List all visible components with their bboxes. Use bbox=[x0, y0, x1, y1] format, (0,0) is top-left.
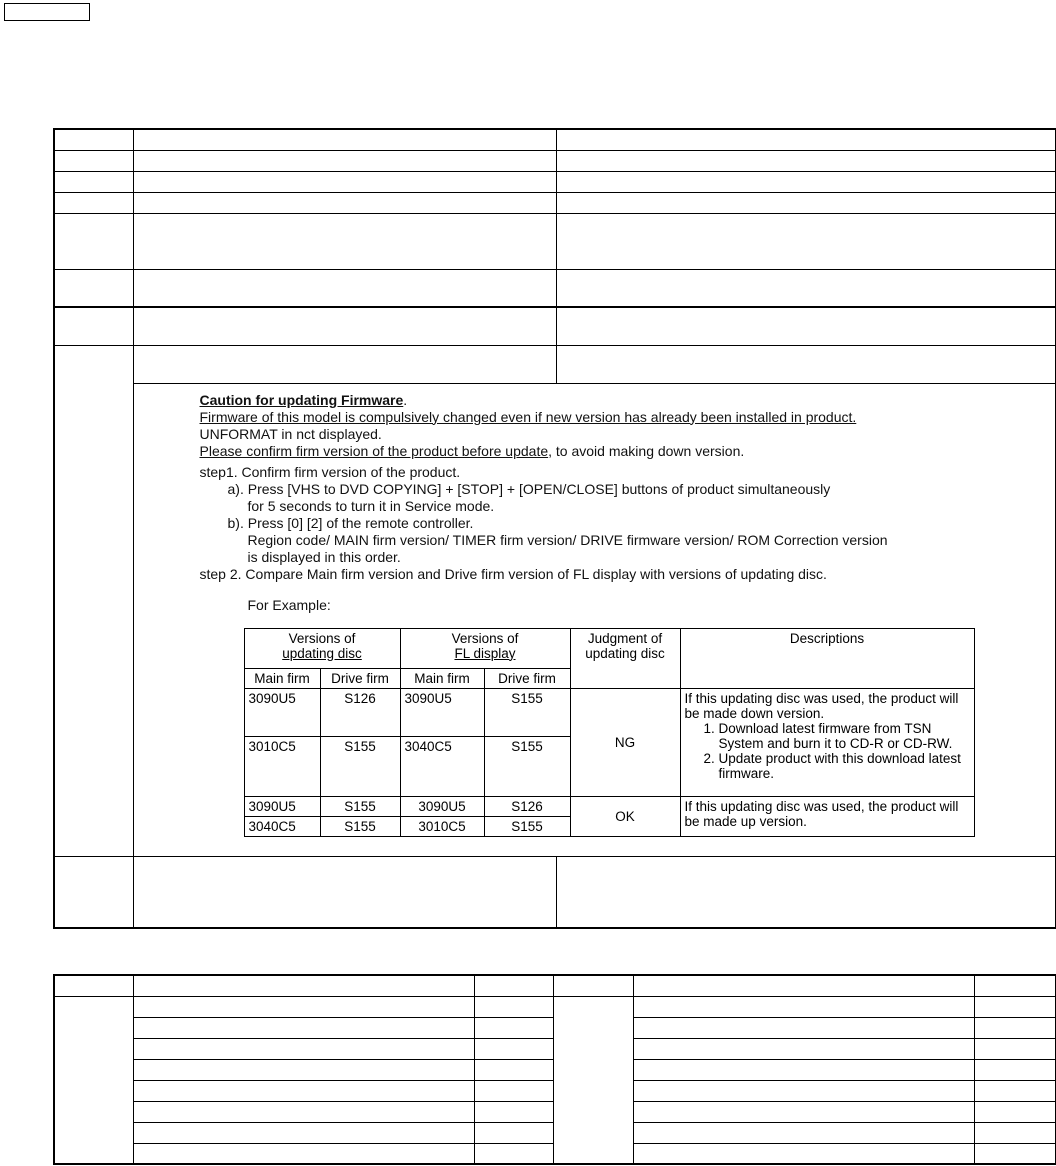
cell-main-firm: 3040C5 bbox=[244, 816, 320, 836]
subheader-main-firm: Main firm bbox=[400, 668, 484, 688]
subheader-drive-firm: Drive firm bbox=[484, 668, 570, 688]
lower-table-header-row bbox=[54, 975, 1056, 996]
cell-main-firm: 3090U5 bbox=[400, 688, 484, 736]
step1-a-text: a). Press [VHS to DVD COPYING] + [STOP] + [OPEN/CLOSE] buttons of product simultaneously bbox=[227, 480, 831, 497]
caution-line-1: Firmware of this model is compulsively changed even if new version has already been installed in product. bbox=[199, 408, 857, 425]
cell-main-firm: 3090U5 bbox=[244, 688, 320, 736]
caution-heading: Caution for updating Firmware bbox=[199, 391, 404, 408]
upper-table-row bbox=[54, 171, 1056, 192]
lower-table bbox=[53, 974, 1056, 1165]
cell-main-firm: 3040C5 bbox=[400, 736, 484, 796]
upper-table-row bbox=[54, 307, 1056, 345]
caution-row bbox=[54, 383, 1056, 856]
cell-drive-firm: S126 bbox=[320, 688, 400, 736]
caution-line-2: UNFORMAT in nct displayed. bbox=[199, 425, 382, 442]
example-label: For Example: bbox=[247, 596, 331, 613]
example-row bbox=[244, 796, 974, 816]
upper-table-header-row bbox=[54, 129, 1056, 150]
cell-main-firm: 3010C5 bbox=[400, 816, 484, 836]
cell-main-firm: 3010C5 bbox=[244, 736, 320, 796]
ng-step-1: 1. Download latest firmware from TSN System and burn it to CD-R or CD-RW. bbox=[719, 721, 970, 751]
example-table bbox=[244, 628, 975, 837]
caution-line-3-rest: , to avoid making down version. bbox=[548, 442, 745, 459]
step1-b-text: b). Press [0] [2] of the remote controller. bbox=[227, 514, 474, 531]
cell-drive-firm: S155 bbox=[320, 796, 400, 816]
cell-drive-firm: S155 bbox=[484, 736, 570, 796]
ng-description: If this updating disc was used, the product will be made down version. 1. Download latest firmware from TSN System and burn it to CD-R or CD-RW. 2. Update product with this download latest firmware. bbox=[680, 688, 974, 796]
step1-b3-text: is displayed in this order. bbox=[247, 548, 401, 565]
step1-a2-text: for 5 seconds to turn it in Service mode. bbox=[247, 497, 495, 514]
header-judgment: Judgment of updating disc bbox=[570, 628, 680, 688]
cell-drive-firm: S126 bbox=[484, 796, 570, 816]
cell-drive-firm: S155 bbox=[484, 816, 570, 836]
header-fl-display: Versions of FL display bbox=[400, 628, 570, 668]
caution-cell bbox=[133, 383, 1056, 856]
caution-line-3-underlined: Please confirm firm version of the product before update bbox=[199, 442, 549, 459]
ng-step-2: 2. Update product with this download latest firmware. bbox=[719, 751, 970, 781]
caution-block: Caution for updating Firmware. Firmware of this model is compulsively changed even if new version has already been installed in product. UNFORMAT in nct displayed. Please confirm firm version of the product before update, to avoid making down version. step1. Confirm firm version of the product. a). Press [VHS to DVD COPYING] + [STOP] + [OPEN/CLOSE] buttons of product simultaneously for 5 seconds to turn it in Service mode. b). Press [0] [2] of the remote controller. Region code/ MAIN firm version/ TIMER firm version/ DRIVE firmware version/ ROM Correction version is displayed in this order. step 2. Compare Main firm version and Drive firm version of FL display with versions of updating disc. For Example: bbox=[200, 392, 1000, 614]
step1-text: step1. Confirm firm version of the product. bbox=[199, 463, 461, 480]
step1-b2-text: Region code/ MAIN firm version/ TIMER firm version/ DRIVE firmware version/ ROM Correction version bbox=[247, 531, 888, 548]
step2-text: step 2. Compare Main firm version and Drive firm version of FL display with versions of updating disc. bbox=[199, 565, 827, 582]
upper-table bbox=[53, 128, 1056, 929]
upper-table-row bbox=[54, 269, 1056, 307]
upper-table-row bbox=[54, 150, 1056, 171]
header-updating-disc: Versions of updating disc bbox=[244, 628, 400, 668]
cell-main-firm: 3090U5 bbox=[244, 796, 320, 816]
subheader-main-firm: Main firm bbox=[244, 668, 320, 688]
upper-table-row bbox=[54, 345, 1056, 383]
upper-table-row bbox=[54, 856, 1056, 928]
cell-drive-firm: S155 bbox=[320, 816, 400, 836]
cell-main-firm: 3090U5 bbox=[400, 796, 484, 816]
header-descriptions: Descriptions bbox=[680, 628, 974, 688]
upper-table-row bbox=[54, 192, 1056, 213]
lower-table-row bbox=[54, 996, 1056, 1017]
judgment-ok: OK bbox=[570, 796, 680, 836]
upper-table-row bbox=[54, 213, 1056, 269]
corner-label-box bbox=[4, 3, 90, 21]
example-row bbox=[244, 688, 974, 736]
ok-description: If this updating disc was used, the product will be made up version. bbox=[680, 796, 974, 836]
judgment-ng: NG bbox=[570, 688, 680, 796]
subheader-drive-firm: Drive firm bbox=[320, 668, 400, 688]
example-header-row bbox=[244, 628, 974, 668]
cell-drive-firm: S155 bbox=[320, 736, 400, 796]
cell-drive-firm: S155 bbox=[484, 688, 570, 736]
